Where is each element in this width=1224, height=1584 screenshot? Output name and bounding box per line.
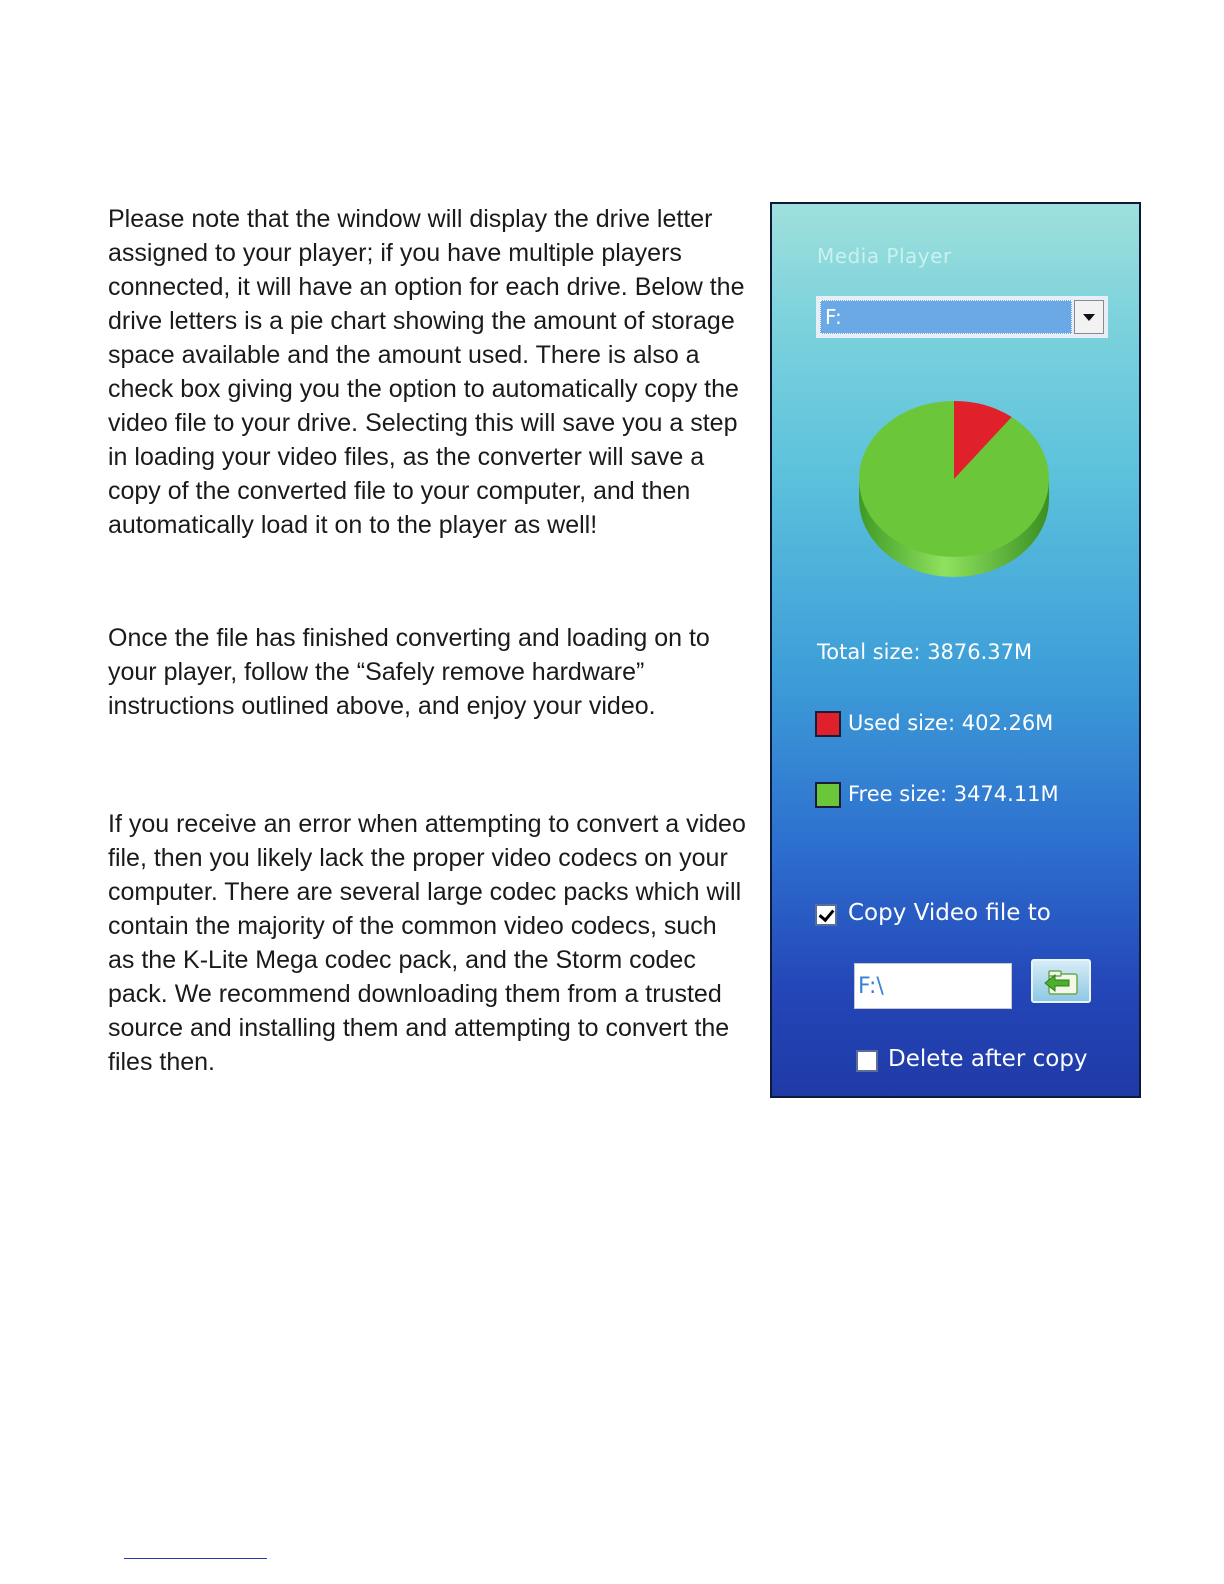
- paragraph-codec-error: If you receive an error when attempting to convert a video file, then you likely lack the proper video codecs on your computer. There are several large codec packs which will contain the majority of the common video codecs, such as the K-Lite Mega codec pack, and the Storm codec pack. We recommend downloading them from a trusted source and installing them and attempting to convert the files then.: [108, 810, 746, 1076]
- panel-title: Media Player: [817, 244, 952, 268]
- used-size-label: Used size: 402.26M: [848, 711, 1054, 735]
- copy-path-input[interactable]: [854, 963, 1012, 1009]
- total-size-label: Total size: 3876.37M: [817, 640, 1033, 664]
- footer-rule: [124, 1558, 267, 1559]
- storage-pie-chart: [854, 399, 1054, 584]
- folder-arrow-icon: [1043, 968, 1079, 996]
- free-color-swatch: [815, 782, 841, 808]
- free-size-label: Free size: 3474.11M: [848, 782, 1059, 806]
- browse-button[interactable]: [1031, 959, 1091, 1003]
- drive-select-value[interactable]: F:: [820, 300, 1072, 334]
- chevron-down-icon[interactable]: [1074, 300, 1104, 334]
- drive-select[interactable]: [816, 296, 1108, 338]
- used-color-swatch: [815, 711, 841, 737]
- delete-after-copy-checkbox[interactable]: [856, 1050, 878, 1072]
- paragraph-safely-remove: Once the file has finished converting and loading on to your player, follow the “Safely remove hardware” instructions outlined above, and enjoy your video.: [108, 624, 710, 720]
- copy-video-checkbox[interactable]: [815, 904, 837, 926]
- media-player-panel: [770, 202, 1141, 1098]
- copy-video-label[interactable]: Copy Video file to: [848, 900, 1051, 926]
- delete-after-copy-label[interactable]: Delete after copy: [888, 1046, 1088, 1072]
- paragraph-drive-info: Please note that the window will display the drive letter assigned to your player; if you have multiple players connected, it will have an option for each drive. Below the drive letters is a pie chart showing the amount of storage space available and the amount used. There is also a check box giving you the option to automatically copy the video file to your drive. Selecting this will save you a step in loading your video files, as the converter will save a copy of the converted file to your computer, and then automatically load it on to the player as well!: [108, 205, 745, 539]
